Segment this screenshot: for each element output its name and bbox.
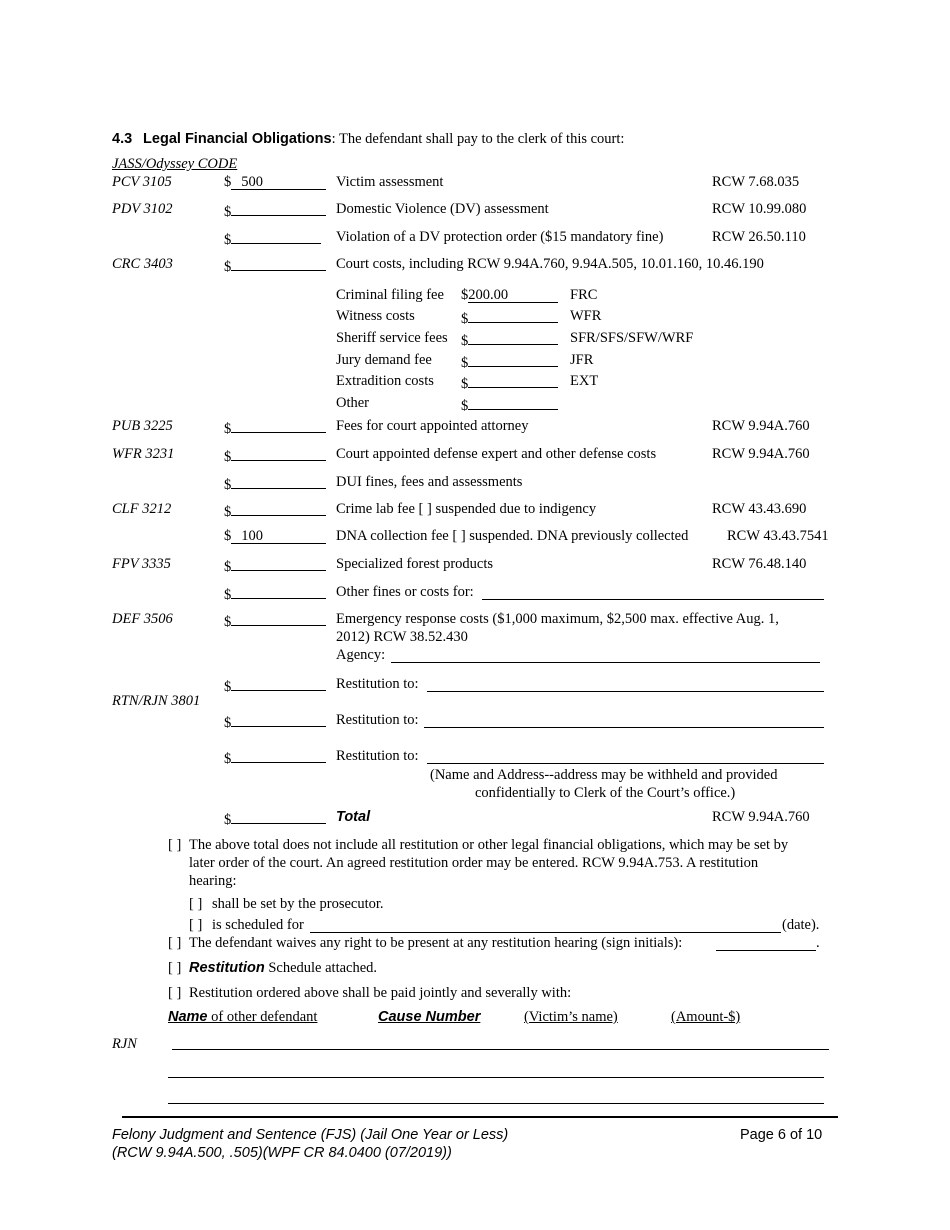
- row-desc: Violation of a DV protection order ($15 mandatory fine): [336, 229, 664, 245]
- page-number: Page 6 of 10: [740, 1127, 823, 1143]
- cost-code: JFR: [570, 352, 594, 368]
- restitution-label: Restitution to:: [336, 748, 419, 764]
- row-rcw: RCW 26.50.110: [712, 229, 806, 245]
- col-cause: Cause Number: [378, 1009, 481, 1025]
- amount-field[interactable]: $: [224, 748, 326, 768]
- other-fines-input[interactable]: [482, 599, 824, 600]
- amount-field[interactable]: $: [224, 501, 326, 521]
- period: .: [816, 935, 820, 951]
- footer-line1: Felony Judgment and Sentence (FJS) (Jail One Year or Less): [112, 1127, 509, 1143]
- amount-field[interactable]: $: [224, 446, 326, 466]
- emergency-line1: Emergency response costs ($1,000 maximum, $2,500 max. effective Aug. 1,: [336, 611, 779, 627]
- checkbox[interactable]: [ ]: [168, 935, 182, 951]
- amount-field[interactable]: $: [224, 201, 326, 221]
- agency-label: Agency:: [336, 647, 386, 663]
- row-desc: Fees for court appointed attorney: [336, 418, 529, 434]
- checkbox[interactable]: [ ]: [168, 985, 182, 1001]
- code-header: JASS/Odyssey CODE: [112, 156, 238, 172]
- defendant-line[interactable]: [168, 1077, 824, 1078]
- restitution-label: Restitution to:: [336, 676, 419, 692]
- checkbox[interactable]: [ ]: [168, 960, 182, 976]
- restitution-label: Restitution to:: [336, 712, 419, 728]
- col-victim: (Victim’s name): [524, 1009, 618, 1025]
- amount-field[interactable]: $: [224, 584, 326, 604]
- cost-code: WFR: [570, 308, 602, 324]
- cost-amount-field[interactable]: $: [461, 330, 558, 350]
- emergency-line2: 2012) RCW 38.52.430: [336, 629, 468, 645]
- option-prosecutor: shall be set by the prosecutor.: [212, 896, 384, 912]
- row-code: PDV 3102: [112, 201, 173, 217]
- cost-amount-field[interactable]: $200.00: [461, 287, 558, 304]
- cost-amount-field[interactable]: $: [461, 395, 558, 415]
- amount-field[interactable]: $: [224, 556, 326, 576]
- row-rcw: RCW 43.43.7541: [727, 528, 829, 544]
- cost-label: Other: [336, 395, 370, 411]
- restitution-code: RTN/RJN 3801: [112, 693, 201, 709]
- row-rcw: RCW 9.94A.760: [712, 418, 810, 434]
- amount-field[interactable]: $: [224, 474, 326, 494]
- row-desc: Specialized forest products: [336, 556, 494, 572]
- joint-text: Restitution ordered above shall be paid jointly and severally with:: [189, 985, 572, 1001]
- cost-amount-field[interactable]: $: [461, 373, 558, 393]
- cost-label: Sheriff service fees: [336, 330, 448, 346]
- row-code: WFR 3231: [112, 446, 175, 462]
- amount-field[interactable]: $: [224, 418, 326, 438]
- amount-field[interactable]: $: [224, 256, 326, 276]
- restitution-input[interactable]: [424, 727, 824, 728]
- cost-label: Witness costs: [336, 308, 415, 324]
- row-desc: DNA collection fee [ ] suspended. DNA previously collected: [336, 528, 689, 544]
- date-input[interactable]: [310, 932, 781, 933]
- row-desc: Court costs, including RCW 9.94A.760, 9.94A.505, 10.01.160, 10.46.190: [336, 256, 764, 272]
- schedule-text: Restitution Schedule attached.: [189, 960, 378, 976]
- row-rcw: RCW 10.99.080: [712, 201, 807, 217]
- checkbox[interactable]: [ ]: [189, 896, 203, 912]
- cost-label: Criminal filing fee: [336, 287, 444, 303]
- restitution-note: confidentially to Clerk of the Court’s office.): [475, 785, 736, 801]
- date-suffix: (date).: [782, 917, 820, 933]
- total-amount-field[interactable]: $: [224, 809, 326, 829]
- para-line1: The above total does not include all restitution or other legal financial obligations, which may be set by: [189, 837, 789, 853]
- row-code: DEF 3506: [112, 611, 173, 627]
- row-desc: Crime lab fee [ ] suspended due to indigency: [336, 501, 597, 517]
- waive-text: The defendant waives any right to be present at any restitution hearing (sign initials):: [189, 935, 683, 951]
- col-amount: (Amount-$): [671, 1009, 741, 1025]
- initials-input[interactable]: [716, 950, 816, 951]
- option-scheduled: is scheduled for: [212, 917, 304, 933]
- row-desc: Court appointed defense expert and other defense costs: [336, 446, 657, 462]
- cost-label: Extradition costs: [336, 373, 434, 389]
- restitution-note: (Name and Address--address may be withheld and provided: [430, 767, 778, 783]
- para-line2: later order of the court. An agreed restitution order may be entered. RCW 9.94A.753. A restitution: [189, 855, 759, 871]
- agency-input[interactable]: [391, 662, 820, 663]
- section-heading: [112, 131, 624, 148]
- rjn-label: RJN: [112, 1036, 137, 1052]
- amount-field[interactable]: $ 500: [224, 174, 326, 191]
- row-code: FPV 3335: [112, 556, 171, 572]
- row-code: CRC 3403: [112, 256, 173, 272]
- para-line3: hearing:: [189, 873, 237, 889]
- section-intro: : The defendant shall pay to the clerk of this court:: [331, 131, 625, 147]
- section-number: 4.3: [112, 131, 133, 147]
- row-desc: DUI fines, fees and assessments: [336, 474, 523, 490]
- checkbox[interactable]: [ ]: [168, 837, 182, 853]
- cost-code: EXT: [570, 373, 599, 389]
- row-desc: Other fines or costs for:: [336, 584, 474, 600]
- restitution-input[interactable]: [427, 691, 824, 692]
- total-label: Total: [336, 809, 371, 825]
- restitution-input[interactable]: [427, 763, 824, 764]
- row-code: PUB 3225: [112, 418, 173, 434]
- footer-rule: [122, 1116, 838, 1118]
- defendant-line[interactable]: [168, 1103, 824, 1104]
- total-rcw: RCW 9.94A.760: [712, 809, 810, 825]
- cost-code: SFR/SFS/SFW/WRF: [570, 330, 694, 346]
- amount-field[interactable]: $: [224, 712, 326, 732]
- cost-code: FRC: [570, 287, 598, 303]
- col-name: Name of other defendant: [168, 1009, 318, 1025]
- row-rcw: RCW 76.48.140: [712, 556, 807, 572]
- row-desc: Victim assessment: [336, 174, 444, 190]
- amount-field[interactable]: $: [224, 611, 326, 631]
- row-rcw: RCW 43.43.690: [712, 501, 807, 517]
- section-title: Legal Financial Obligations: [143, 131, 332, 147]
- amount-field[interactable]: $ 100: [224, 528, 326, 545]
- cost-label: Jury demand fee: [336, 352, 432, 368]
- amount-field[interactable]: $: [224, 229, 321, 249]
- cost-amount-field[interactable]: $: [461, 352, 558, 372]
- row-code: CLF 3212: [112, 501, 172, 517]
- row-desc: Domestic Violence (DV) assessment: [336, 201, 549, 217]
- cost-amount-field[interactable]: $: [461, 308, 558, 328]
- row-code: PCV 3105: [112, 174, 172, 190]
- row-rcw: RCW 9.94A.760: [712, 446, 810, 462]
- defendant-line[interactable]: [172, 1049, 829, 1050]
- row-rcw: RCW 7.68.035: [712, 174, 800, 190]
- footer-line2: (RCW 9.94A.500, .505)(WPF CR 84.0400 (07/2019)): [112, 1145, 452, 1161]
- amount-field[interactable]: $: [224, 676, 326, 696]
- checkbox[interactable]: [ ]: [189, 917, 203, 933]
